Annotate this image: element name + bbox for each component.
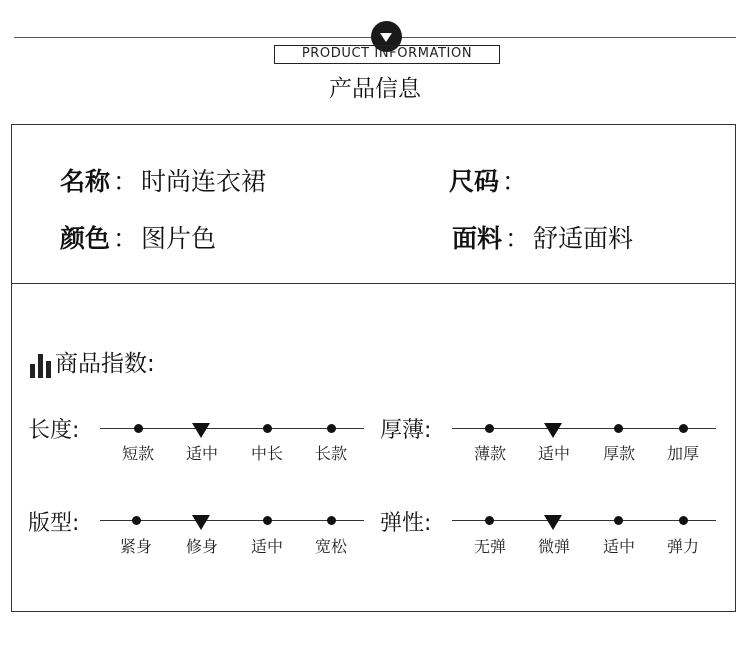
elasticity-option-dot-2 <box>614 516 623 525</box>
length-option-dot-0 <box>134 424 143 433</box>
elasticity-option-2: 适中 <box>602 537 635 556</box>
length-option-2: 中长 <box>250 444 283 463</box>
length-option-0: 短款 <box>121 444 154 463</box>
size-colon: ： <box>502 167 528 196</box>
thickness-option-dot-0 <box>485 424 494 433</box>
fit-selected-marker <box>192 515 210 530</box>
fit-option-dot-2 <box>263 516 272 525</box>
fit-option-3: 宽松 <box>314 537 347 556</box>
product-info-box <box>11 124 736 284</box>
thickness-option-dot-3 <box>679 424 688 433</box>
length-option-dot-3 <box>327 424 336 433</box>
thickness-option-0: 薄款 <box>473 444 506 463</box>
thickness-option-3: 加厚 <box>666 444 699 463</box>
bar-chart-icon <box>30 352 51 378</box>
fabric-label: 面料 <box>452 224 503 253</box>
color-value: 图片色 <box>141 224 217 253</box>
fabric-field <box>452 219 633 255</box>
name-colon: ： <box>113 167 139 196</box>
color-label: 颜色 <box>60 224 111 253</box>
color-colon: ： <box>113 224 139 253</box>
fit-option-1: 修身 <box>185 537 218 556</box>
fit-option-2: 适中 <box>250 537 283 556</box>
size-label: 尺码 <box>449 167 500 196</box>
name-field <box>60 162 266 198</box>
thickness-option-dot-2 <box>614 424 623 433</box>
length-option-3: 长款 <box>314 444 347 463</box>
index-title-text: 商品指数: <box>55 351 155 377</box>
elasticity-option-0: 无弹 <box>473 537 506 556</box>
length-option-dot-2 <box>263 424 272 433</box>
fit-label: 版型: <box>28 511 80 536</box>
length-option-1: 适中 <box>185 444 218 463</box>
fit-option-0: 紧身 <box>119 537 152 556</box>
elasticity-option-dot-0 <box>485 516 494 525</box>
product-information-banner: PRODUCT INFORMATION <box>274 45 500 64</box>
page-title: 产品信息 <box>329 76 421 102</box>
elasticity-selected-marker <box>544 515 562 530</box>
thickness-option-1: 适中 <box>537 444 570 463</box>
elasticity-option-1: 微弹 <box>537 537 570 556</box>
thickness-label: 厚薄: <box>380 418 432 443</box>
color-field <box>60 219 216 255</box>
elasticity-option-3: 弹力 <box>666 537 699 556</box>
length-selected-marker <box>192 423 210 438</box>
length-label: 长度: <box>28 418 80 443</box>
index-title <box>30 345 155 378</box>
elasticity-option-dot-3 <box>679 516 688 525</box>
name-label: 名称 <box>60 167 111 196</box>
name-value: 时尚连衣裙 <box>141 167 267 196</box>
fit-option-dot-3 <box>327 516 336 525</box>
elasticity-label: 弹性: <box>380 511 432 536</box>
thickness-selected-marker <box>544 423 562 438</box>
product-index-box <box>11 283 736 612</box>
thickness-option-2: 厚款 <box>602 444 635 463</box>
fabric-value: 舒适面料 <box>533 224 634 253</box>
size-field <box>449 162 530 198</box>
fit-option-dot-0 <box>132 516 141 525</box>
fabric-colon: ： <box>505 224 531 253</box>
